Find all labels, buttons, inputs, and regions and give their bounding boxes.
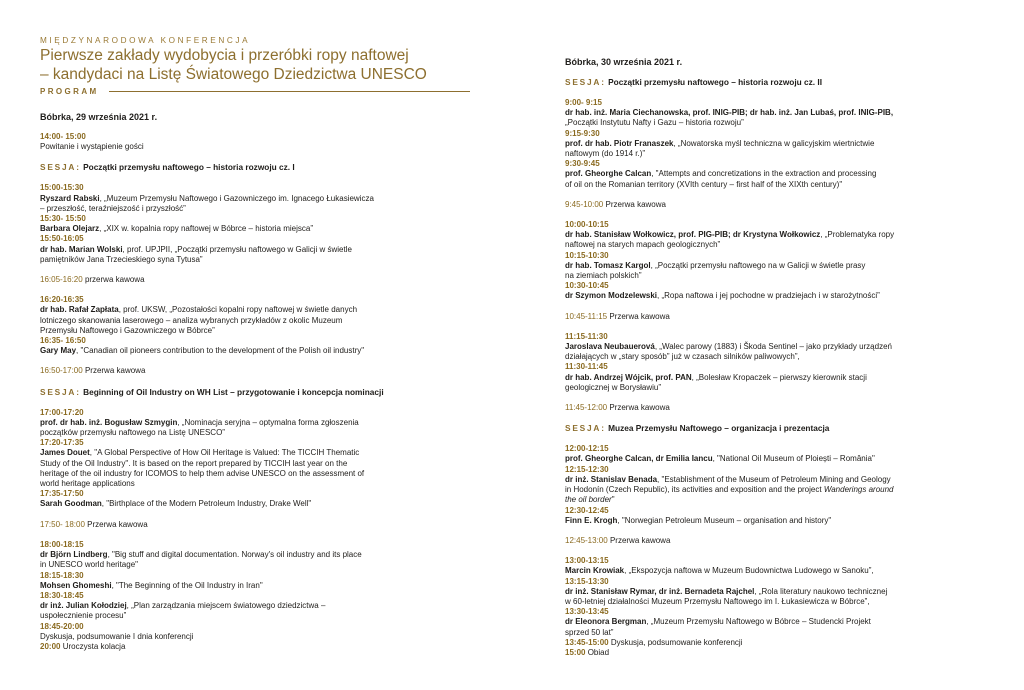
talk-title: of oil on the Romanian territory (XVIth century – first half of the XIXth century)" <box>565 179 843 189</box>
session-prefix: SESJA: <box>40 386 81 397</box>
speaker: Barbara Olejarz <box>40 224 100 234</box>
time-slot: 10:45-11:15 <box>565 311 608 321</box>
talk-title: , „Początki przemysłu naftowego na w Galicji w świetle prasy <box>650 260 866 270</box>
talk-title: , "Attempts and concretizations in the extraction and processing <box>651 169 877 179</box>
time-slot: 9:30-9:45 <box>565 159 600 169</box>
program-label: PROGRAM <box>40 87 99 96</box>
time-slot: 9:45-10:00 <box>565 199 604 209</box>
speaker: dr Szymon Modzelewski <box>565 291 658 301</box>
speaker: Mohsen Ghomeshi <box>40 580 112 590</box>
session-heading <box>565 77 995 88</box>
talk-title: na ziemiach polskich” <box>565 271 642 281</box>
time-slot: 10:30-10:45 <box>565 281 609 291</box>
speaker: dr hab. Stanisław Wołkowicz, prof. PIG-PIB; dr Krystyna Wołkowicz <box>565 230 821 240</box>
time-slot: 9:15-9:30 <box>565 128 600 138</box>
session-title: Początki przemysłu naftowego – historia rozwoju cz. I <box>83 162 295 173</box>
session-heading <box>40 387 470 398</box>
talk-title: , „Nominacja seryjna – optymalna forma zgłoszenia <box>177 417 359 427</box>
talk-title: , "The Beginning of the Oil Industry in Iran" <box>111 580 263 590</box>
talk-title: uspołecznienie procesu” <box>40 611 127 621</box>
talk-title: , „Ekspozycja naftowa w Muzeum Budownictwa Ludowego w Sanoku”, <box>624 566 874 576</box>
time-slot: 12:30-12:45 <box>565 505 609 515</box>
speaker: dr hab. Marian Wolski <box>40 244 123 254</box>
talk-title: Przemysłu Naftowego i Gazowniczego w Bóbrce” <box>40 325 215 335</box>
session-title: Beginning of Oil Industry on WH List – przygotowanie i koncepcja nominacji <box>83 386 384 397</box>
talk-title: geologicznej w Borysławiu” <box>565 382 662 392</box>
agenda-text: Dyskusja, podsumowanie konferencji <box>610 637 743 647</box>
time-slot: 13:45-15:00 <box>565 637 609 647</box>
agenda-block <box>40 408 470 510</box>
header-divider <box>109 91 470 92</box>
talk-title: , „Muzeum Przemysłu Naftowego w Bóbrce – Studencki Projekt <box>646 617 871 627</box>
time-slot: 16:20-16:35 <box>40 295 84 305</box>
time-slot: 17:00-17:20 <box>40 407 84 417</box>
time-slot: 18:00-18:15 <box>40 539 84 549</box>
talk-title: lotniczego skanowania laserowego – analiza wybranych przykładów z okolic Muzeum <box>40 315 343 325</box>
conference-kicker: MIĘDZYNARODOWA KONFERENCJA <box>40 36 251 45</box>
speaker: dr inż. Stanisław Rymar, dr inż. Bernadeta Rajchel <box>565 586 755 596</box>
opening-block <box>40 132 470 152</box>
agenda-block <box>40 295 470 356</box>
session-heading <box>565 423 995 434</box>
conference-title-line1: Pierwsze zakłady wydobycia i przeróbki ropy naftowej <box>40 47 409 64</box>
time-slot: 15:00 <box>565 647 586 657</box>
session-title: Muzea Przemysłu Naftowego – organizacja i prezentacja <box>608 423 830 434</box>
time-slot: 11:15-11:30 <box>565 331 608 341</box>
speaker: Marcin Krowiak <box>565 566 625 576</box>
speaker: dr hab. inż. Maria Ciechanowska, prof. INIG-PIB; dr hab. inż. Jan Lubaś, prof. INIG-PIB, <box>565 108 894 118</box>
talk-title-italic: the oil border <box>565 495 612 505</box>
break-label: Przerwa kawowa <box>609 311 670 321</box>
talk-title: in Hodonín (Czech Republic), its activities and exposition and the project <box>565 485 824 495</box>
time-slot: 16:05-16:20 <box>40 275 83 285</box>
talk-title: in UNESCO world heritage" <box>40 560 138 570</box>
time-slot: 15:30- 15:50 <box>40 214 86 224</box>
time-slot: 20:00 <box>40 641 61 651</box>
talk-title: , prof. UKSW, „Pozostałości kopalni ropy naftowej w świetle danych <box>118 305 358 315</box>
agenda-text: Dyskusja, podsumowanie I dnia konferencji <box>40 631 194 641</box>
agenda-block <box>40 540 470 652</box>
break-label: Przerwa kawowa <box>605 199 666 209</box>
talk-title: , „Walec parowy (1883) i Škoda Sentinel – jako przykłady urządzeń <box>654 342 892 352</box>
speaker: prof. dr hab. inż. Bogusław Szmygin <box>40 417 178 427</box>
break-label: Przerwa kawowa <box>84 366 146 376</box>
talk-title: , "A Global Perspective of How Oil Heritage is Valued: The TICCIH Thematic <box>89 448 360 458</box>
speaker: dr inż. Stanislav Benada <box>565 474 658 484</box>
talk-title: w 60-letniej działalności Muzeum Przemysłu Naftowego im I. Łukasiewicza w Bóbrce”, <box>565 596 870 606</box>
talk-title-italic: Wanderings around <box>823 485 894 495</box>
talk-title: , „Rola literatury naukowo technicznej <box>754 586 888 596</box>
time-slot: 13:00-13:15 <box>565 556 609 566</box>
talk-title: , "Establishment of the Museum of Petroleum Mining and Geology <box>657 474 891 484</box>
speaker: dr hab. Tomasz Kargol <box>565 260 651 270</box>
talk-title: , "Birthplace of the Modern Petroleum Industry, Drake Well" <box>101 499 312 509</box>
talk-title: , "Norwegian Petroleum Museum – organisation and history" <box>617 515 832 525</box>
talk-title: , „Plan zarządzania miejscem światowego dziedzictwa – <box>126 601 326 611</box>
break-label: przerwa kawowa <box>84 275 145 285</box>
talk-title: , „Ropa naftowa i jej pochodne w pradziejach i w starożytności” <box>657 291 880 301</box>
speaker: James Douet <box>40 448 90 458</box>
time-slot: 11:30-11:45 <box>565 362 608 372</box>
speaker: Jaroslava Neubauerová <box>565 342 655 352</box>
talk-title: , „Muzeum Przemysłu Naftowego i Gazowniczego im. Ignacego Łukasiewicza <box>99 193 374 203</box>
speaker: dr Björn Lindberg <box>40 550 108 560</box>
time-slot: 12:00-12:15 <box>565 444 609 454</box>
break-label: Przerwa kawowa <box>87 519 148 529</box>
time-slot: 10:00-10:15 <box>565 220 609 230</box>
coffee-break <box>565 312 995 322</box>
time-slot: 15:00-15:30 <box>40 183 84 193</box>
speaker: Sarah Goodman <box>40 499 102 509</box>
talk-title: , "Canadian oil pioneers contribution to the development of the Polish oil industry" <box>76 346 365 356</box>
talk-title: , „Nowatorska myśl techniczna w galicyjskim wiertnictwie <box>673 138 875 148</box>
day1-date: Bóbrka, 29 września 2021 r. <box>40 112 158 122</box>
session-heading <box>40 162 470 173</box>
time-slot: 12:15-12:30 <box>565 464 609 474</box>
agenda-block <box>565 98 995 190</box>
speaker: Finn E. Krogh <box>565 515 618 525</box>
talk-title: Study of the Oil Industry". It is based on the report prepared by TICCIH last year on the <box>40 458 348 468</box>
speaker: Ryszard Rabski <box>40 193 100 203</box>
day2-date: Bóbrka, 30 września 2021 r. <box>565 57 683 67</box>
talk-title: – przeszłość, teraźniejszość i przyszłość” <box>40 203 186 213</box>
talk-title: początków przemysłu naftowego na Listę UNESCO” <box>40 428 225 438</box>
talk-title: sprzed 50 lat” <box>565 627 614 637</box>
session-prefix: SESJA: <box>565 77 606 87</box>
session-title: Początki przemysłu naftowego – historia rozwoju cz. II <box>608 77 823 87</box>
talk-title: „Początki Instytutu Nafty i Gazu – historia rozwoju” <box>565 118 744 128</box>
coffee-break <box>565 536 995 546</box>
coffee-break <box>565 200 995 210</box>
time-slot: 12:45-13:00 <box>565 535 608 545</box>
agenda-text: Obiad <box>587 647 610 657</box>
left-column <box>40 0 470 652</box>
speaker: dr Eleonora Bergman <box>565 617 647 627</box>
talk-title: , "National Oil Museum of Ploiești – România" <box>712 454 875 464</box>
speaker: prof. dr hab. Piotr Franaszek <box>565 138 674 148</box>
speaker: prof. Gheorghe Calcan, dr Emilia Iancu <box>565 454 713 464</box>
program-heading <box>40 87 470 96</box>
time-slot: 13:15-13:30 <box>565 576 609 586</box>
right-column <box>565 0 995 658</box>
conference-title-line2: – kandydaci na Listę Światowego Dziedzictwa UNESCO <box>40 66 427 83</box>
time-slot: 17:20-17:35 <box>40 438 84 448</box>
coffee-break <box>40 366 470 376</box>
agenda-block <box>565 332 995 393</box>
talk-title: , „Bolesław Kropaczek – pierwszy kierownik stacji <box>691 372 867 382</box>
talk-title: " <box>611 495 615 505</box>
speaker: dr inż. Julian Kołodziej <box>40 601 127 611</box>
time-slot: 13:30-13:45 <box>565 607 609 617</box>
time-slot: 11:45-12:00 <box>565 403 608 413</box>
talk-title: , „XIX w. kopalnia ropy naftowej w Bóbrce – historia miejsca” <box>99 224 314 234</box>
speaker: dr hab. Rafał Zapłata <box>40 305 119 315</box>
time-slot: 16:35- 16:50 <box>40 336 86 346</box>
time-slot: 17:35-17:50 <box>40 489 84 499</box>
time-slot: 16:50-17:00 <box>40 366 83 376</box>
break-label: Przerwa kawowa <box>609 403 670 413</box>
time-slot: 18:30-18:45 <box>40 590 84 600</box>
agenda-block <box>40 183 470 265</box>
time-slot: 14:00- 15:00 <box>40 132 86 141</box>
speaker: Gary May <box>40 346 77 356</box>
talk-title: pamiętników Jana Trzecieskiego syna Tytusa” <box>40 254 203 264</box>
agenda-block <box>565 220 995 302</box>
talk-title: world heritage applications <box>40 479 135 489</box>
speaker: dr hab. Andrzej Wójcik, prof. PAN <box>565 372 692 382</box>
talk-title: , „Problematyka ropy <box>820 230 895 240</box>
talk-title: , prof. UPJPII, „Początki przemysłu naftowego w Galicji w świetle <box>122 244 352 254</box>
time-slot: 9:00- 9:15 <box>565 98 602 107</box>
talk-title: naftowej na starych mapach geologicznych” <box>565 240 721 250</box>
coffee-break <box>565 403 995 413</box>
time-slot: 15:50-16:05 <box>40 234 84 244</box>
coffee-break <box>40 520 470 530</box>
time-slot: 18:15-18:30 <box>40 570 84 580</box>
agenda-text: Uroczysta kolacja <box>62 641 126 651</box>
agenda-text: Powitanie i wystąpienie gości <box>40 142 144 152</box>
talk-title: heritage of the oil industry for ICOMOS to help them advise UNESCO on the assessment of <box>40 468 365 478</box>
time-slot: 17:50- 18:00 <box>40 519 85 529</box>
talk-title: naftowym (do 1914 r.)” <box>565 149 646 159</box>
coffee-break <box>40 275 470 285</box>
session-prefix: SESJA: <box>565 423 606 434</box>
talk-title: działających w „stary sposób” już w czasach silników paliwowych”, <box>565 352 800 362</box>
break-label: Przerwa kawowa <box>609 535 671 545</box>
agenda-block <box>565 444 995 526</box>
talk-title: , "Big stuff and digital documentation. Norway's oil industry and its place <box>107 550 362 560</box>
session-prefix: SESJA: <box>40 162 81 173</box>
time-slot: 18:45-20:00 <box>40 621 84 631</box>
agenda-block <box>565 556 995 658</box>
speaker: prof. Gheorghe Calcan <box>565 169 652 179</box>
time-slot: 10:15-10:30 <box>565 250 609 260</box>
